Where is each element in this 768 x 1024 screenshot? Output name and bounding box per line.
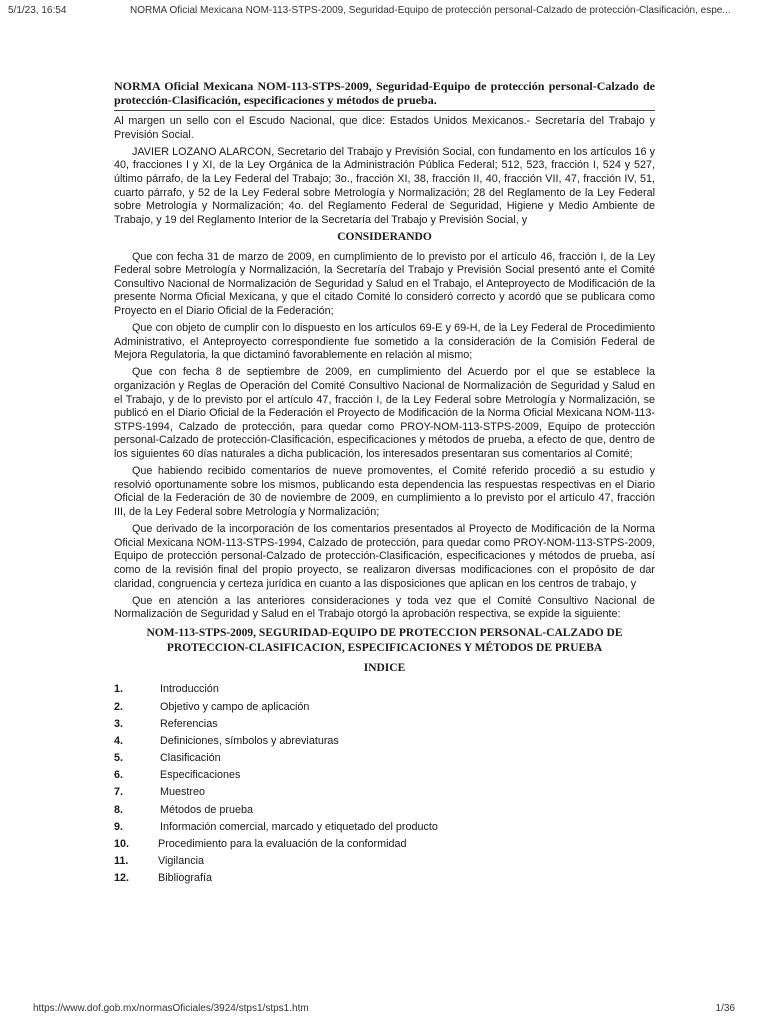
index-item[interactable] <box>114 853 655 870</box>
considerando-paragraph: Que con fecha 8 de septiembre de 2009, en cumplimiento del Acuerdo por el que se establece la organización y Reglas de Operación del Comité Consultivo Nacional de Normalización de Seguridad y Salud en el Trabajo, y de lo previsto por el artículo 47, fracción I, de la Ley Federal sobre Metrología y Normalización, se publicó en el Diario Oficial de la Federación el Proyecto de Modificación de la Norma Oficial Mexicana NOM-113-STPS-1994, Calzado de protección, para quedar como PROY-NOM-113-STPS-2009, Equipo de protección personal-Calzado de protección-Clasificación, especificaciones y métodos de prueba, a efecto de que, dentro de los siguientes 60 días naturales a dicha publicación, los interesados presentaran sus comentarios al Comité; <box>114 366 655 461</box>
index-number: 5. <box>114 752 124 765</box>
considerando-paragraph: Que en atención a las anteriores consideraciones y toda vez que el Comité Consultivo Nacional de Normalización de Seguridad y Salud en el Trabajo otorgó la aprobación respectiva, se expide la siguiente: <box>114 594 655 621</box>
considerando-paragraph: Que con fecha 31 de marzo de 2009, en cumplimiento de lo previsto por el artículo 46, fracción I, de la Ley Federal sobre Metrología y Normalización, la Secretaría del Trabajo y Previsión Social presentó ante el Comité Consultivo Nacional de Normalización de Seguridad y Salud en el Trabajo, el Anteproyecto de Modificación de la presente Norma Oficial Mexicana, y que el citado Comité lo consideró correcto y acordó que se publicara como Proyecto en el Diario Oficial de la Federación; <box>114 250 655 317</box>
index-label: Objetivo y campo de aplicación <box>160 700 310 713</box>
index-number: 11. <box>114 855 129 868</box>
index-item[interactable] <box>114 767 655 784</box>
index-label: Definiciones, símbolos y abreviaturas <box>160 734 339 747</box>
print-page-title: NORMA Oficial Mexicana NOM-113-STPS-2009, Seguridad-Equipo de protección personal-Calzado de protección-Clasificación, espe... <box>130 5 731 16</box>
norm-heading: NOM-113-STPS-2009, SEGURIDAD-EQUIPO DE PROTECCION PERSONAL-CALZADO DE PROTECCION-CLASIFICACION, ESPECIFICACIONES Y MÉTODOS DE PRUEBA <box>146 626 623 654</box>
index-number: 6. <box>114 769 124 782</box>
intro-paragraph: Al margen un sello con el Escudo Nacional, que dice: Estados Unidos Mexicanos.- Secretaría del Trabajo y Previsión Social. <box>114 115 655 141</box>
index-label: Muestreo <box>160 786 206 799</box>
source-url: https://www.dof.gob.mx/normasOficiales/3924/stps1/stps1.htm <box>33 1003 309 1014</box>
index-label: Información comercial, marcado y etiquetado del producto <box>160 820 438 833</box>
intro-paragraph: JAVIER LOZANO ALARCON, Secretario del Trabajo y Previsión Social, con fundamento en los artículos 16 y 40, fracciones I y XI, de la Ley Orgánica de la Administración Pública Federal; 512, 523, fracción I, 524 y 527, último párrafo, de la Ley Federal del Trabajo; 3o., fracción XI, 38, fracción II, 40, fracción VII, 47, fracción IV, 51, cuarto párrafo, y 52 de la Ley Federal sobre Metrología y Normalización; 28 del Reglamento de la Ley Federal sobre Metrología y Normalización; 4o. del Reglamento Federal de Seguridad, Higiene y Medio Ambiente de Trabajo, y 19 del Reglamento Interior de la Secretaría del Trabajo y Previsión Social, y <box>114 145 655 226</box>
index-item[interactable] <box>114 785 655 802</box>
index-label: Clasificación <box>160 752 221 765</box>
document-title: NORMA Oficial Mexicana NOM-113-STPS-2009, Seguridad-Equipo de protección personal-Calzado de protección-Clasificación, especificaciones y métodos de prueba. <box>114 79 655 111</box>
index-item[interactable] <box>114 733 655 750</box>
index-item[interactable] <box>114 682 655 699</box>
considerando-paragraph: Que habiendo recibido comentarios de nueve promoventes, el Comité referido procedió a su estudio y resolvió oportunamente sobre los mismos, publicando esta dependencia las respuestas respectivas en el Diario Oficial de la Federación de 30 de noviembre de 2009, en cumplimiento a lo previsto por el artículo 47, fracción III, de la Ley Federal sobre Metrología y Normalización; <box>114 465 655 518</box>
index-item[interactable] <box>114 871 655 888</box>
index-number: 1. <box>114 683 124 696</box>
index-label: Vigilancia <box>158 855 205 868</box>
index-number: 4. <box>114 734 124 747</box>
print-footer <box>33 1003 735 1015</box>
index-label: Bibliografía <box>158 872 213 885</box>
index-item[interactable] <box>114 716 655 733</box>
page-number: 1/36 <box>715 1003 735 1014</box>
index-list <box>114 682 655 888</box>
index-item[interactable] <box>114 802 655 819</box>
index-label: Especificaciones <box>160 769 241 782</box>
considerando-paragraph: Que con objeto de cumplir con lo dispuesto en los artículos 69-E y 69-H, de la Ley Federal de Procedimiento Administrativo, el Anteproyecto correspondiente fue sometido a la consideración de la Comisión Federal de Mejora Regulatoria, la que dictaminó favorablemente en relación al mismo; <box>114 322 655 362</box>
index-label: Procedimiento para la evaluación de la conformidad <box>158 838 407 851</box>
index-number: 7. <box>114 786 124 799</box>
index-number: 10. <box>114 838 130 851</box>
index-item[interactable] <box>114 819 655 836</box>
index-number: 9. <box>114 820 124 833</box>
considerando-heading: CONSIDERANDO <box>337 230 432 243</box>
print-header <box>8 4 760 17</box>
index-number: 8. <box>114 803 124 816</box>
considerando-paragraph: Que derivado de la incorporación de los comentarios presentados al Proyecto de Modificación de la Norma Oficial Mexicana NOM-113-STPS-1994, Calzado de protección, para quedar como PROY-NOM-113-STPS-2009, Equipo de protección personal-Calzado de protección-Clasificación, especificaciones y métodos de prueba, así como de la revisión final del propio proyecto, se realizaron diversas modificaciones con el propósito de dar claridad, congruencia y certeza jurídica en cuanto a las disposiciones que aplican en los centros de trabajo, y <box>114 523 655 590</box>
index-number: 2. <box>114 700 124 713</box>
index-item[interactable] <box>114 836 655 853</box>
index-heading: INDICE <box>363 661 406 674</box>
index-item[interactable] <box>114 750 655 767</box>
index-item[interactable] <box>114 699 655 716</box>
document-body <box>114 79 655 888</box>
index-label: Referencias <box>160 717 218 730</box>
index-number: 3. <box>114 717 124 730</box>
print-date: 5/1/23, 16:54 <box>8 5 67 16</box>
index-label: Introducción <box>160 683 219 696</box>
index-number: 12. <box>114 872 130 885</box>
index-label: Métodos de prueba <box>160 803 254 816</box>
